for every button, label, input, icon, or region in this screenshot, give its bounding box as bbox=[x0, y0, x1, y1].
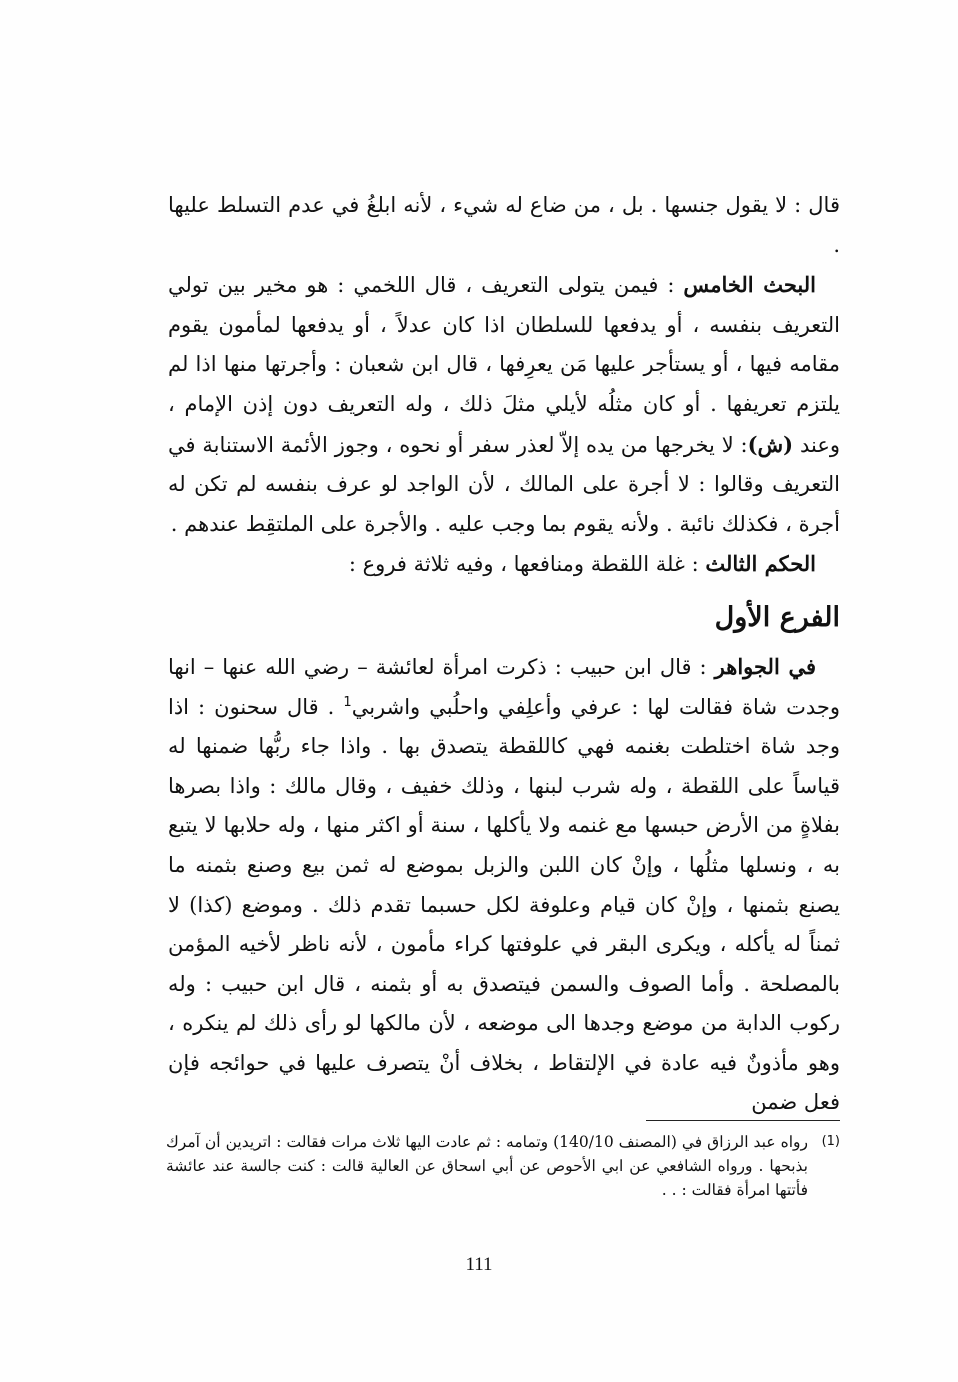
footnote bbox=[166, 1130, 840, 1202]
sh-marker: (ش) bbox=[747, 431, 794, 457]
paragraph-intro bbox=[168, 186, 840, 265]
paragraph-text: قال : لا يقول جنسها . بل ، من ضاع له شيء ، لأنه ابلغُ في عدم التسلط عليها . bbox=[168, 193, 840, 257]
footnote-text: رواه عبد الرزاق في (المصنف 140/10) وتمامه : ثم عادت اليها ثلاث مرات فقالت : اتريدين أن آمرك بذبحها . ورواه الشافعي عن ابي الأحوص عن أبي اسحاق عن العالية قالت : كنت جالسة عند عائشة فأتتها امرأة فقالت : . . bbox=[166, 1133, 808, 1199]
paragraph-text: : لا يخرجها من يده إلاّ لعذر سفر أو نحوه ، وجوز الأئمة الاستنابة في التعريف وقالوا : لا أجرة على المالك ، لأن الواجد لو عرف بنفسه لم تكن له أجرة ، فكذلك نائبة . ولأنه يقوم بما وجب عليه . والأجرة على الملتقِط عندهم . bbox=[168, 432, 840, 536]
section-lead: الحكم الثالث bbox=[705, 551, 816, 577]
footnote-mark: (1) bbox=[821, 1134, 840, 1149]
page-number: 111 bbox=[465, 1254, 493, 1275]
paragraph-text: : قال ابن حبيب : ذكرت امرأة لعائشة – رضي الله عنها – انها وجدت شاة فقالت لها : عرفي وأعلِفي واحلُبي واشربي bbox=[168, 654, 840, 719]
paragraph-text: : غلة اللقطة ومنافعها ، وفيه ثلاثة فروع : bbox=[348, 552, 706, 577]
paragraph-third-ruling bbox=[168, 544, 840, 585]
body-text bbox=[168, 186, 840, 1123]
footnote-reference: 1 bbox=[343, 694, 352, 710]
paragraph-jawahir bbox=[168, 647, 840, 1123]
paragraph-fifth-topic bbox=[168, 265, 840, 544]
section-heading: الفرع الأول bbox=[714, 601, 840, 633]
footnote-separator bbox=[646, 1120, 840, 1121]
paragraph-text: : فيمن يتولى التعريف ، قال اللخمي : هو مخير بين تولي التعريف بنفسه ، أو يدفعها للسلطان اذا كان عدلاً ، أو يدفعها لمأمون يقوم مقامه فيها ، أو يستأجر عليها مَن يعرِفها ، قال ابن شعبان : وأجرتها منها اذا لم يلتزم تعريفها . أو كان مثلُه لأيلي مثلَ ذلك ، وله التعريف دون إذن الإمام ، وعند bbox=[168, 273, 840, 457]
paragraph-text: . قال سحنون : اذا وجد شاة اختلطت بغنمه فهي كاللقطة يتصدق بها . واذا جاء ربُّها ضمنها له قياساً على اللقطة ، وله شرب لبنها ، وذلك خفيف ، وقال مالك : واذا بصرها بفلاةٍ من الأرض حبسها مع غنمه ولا يأكلها ، سنة أو اكثر منها ، وله حلابها لا يتبع به ، ونسلها مثلُها ، وإنْ كان اللبن والزبل بموضع له ثمن بيع وصنع بثمنه ما يصنع بثمنها ، وإنْ كان قيام وعلوفة لكل حسبما تقدم ذلك . وموضع (كذا) لا ثمناً له يأكله ، ويكرى البقر في علوفتها كراء مأمون ، لأنه ناظر لأخيه المؤمن بالمصلحة . وأما الصوف والسمن فيتصدق به أو بثمنه ، قال ابن حبيب : وله ركوب الدابة من موضع وجدها الى موضعه ، لأن مالكها لو رأى ذلك لم ينكره ، وهو مأذونٌ فيه عادة في الإلتقاط ، بخلاف أنْ يتصرف عليها في حوائجه فإن فعل ضمن bbox=[168, 694, 840, 1115]
section-lead: البحث الخامس bbox=[683, 272, 816, 298]
footnotes bbox=[166, 1130, 840, 1202]
section-lead: في الجواهر bbox=[714, 653, 816, 679]
